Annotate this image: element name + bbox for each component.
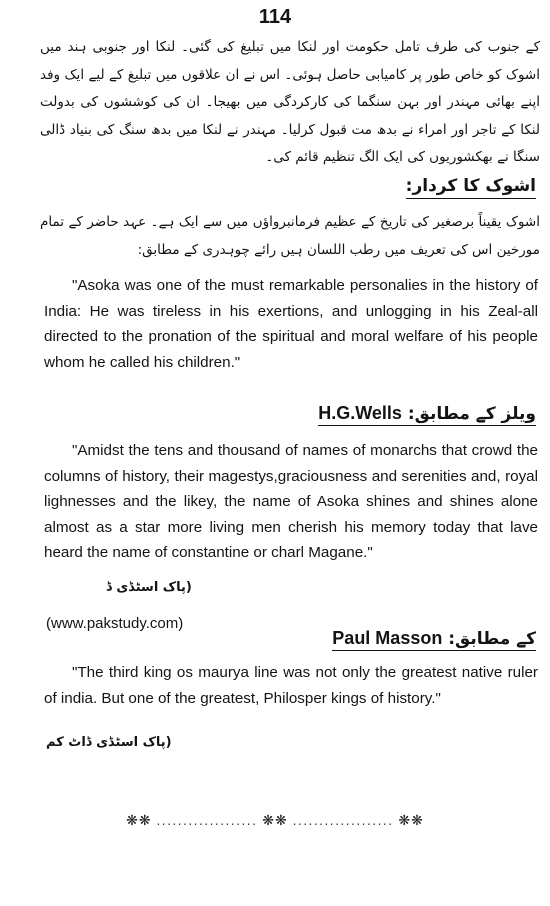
heading-hg-wells <box>318 403 536 426</box>
quote-paul-masson: "The third king os maurya line was not only the greatest native ruler of india. But one of the greatest, Philosper kings of history." <box>44 664 538 707</box>
heading-ashoka-character: اشوک کا کردار: <box>406 176 536 199</box>
urdu-paragraph-2: اشوک یقیناً برصغیر کی تاریخ کے عظیم فرمانبرواؤں میں سے ایک ہے۔ عہد حاضر کے تمام مورخین اس کی تعریف میں رطب اللسان ہیں رائے چوہدری کے مطابق: <box>40 214 540 258</box>
heading-hg-wells-latin: H.G.Wells <box>318 403 402 423</box>
watermark-credit-2: (پاک اسٹڈی ڈاٹ کم <box>46 735 172 750</box>
divider-dots: ................... <box>292 814 394 828</box>
heading-paul-masson-urdu: کے مطابق: <box>448 629 536 649</box>
quote-hg-wells: "Amidst the tens and thousand of names of monarchs that crowd the columns of history, their magestys,graciousness and serenities and, royal lighnesses and the likey, the name of Asoka shines and shines alone almost as a star more living men cherish his memory today that lave heard the name of constantine or charl Magane." <box>44 442 538 561</box>
flower-ornament-icon: ❋❋ <box>126 813 152 829</box>
watermark-credit-1: (پاک اسٹڈی ڈ <box>106 580 192 595</box>
website-link: (www.pakstudy.com) <box>46 615 184 632</box>
flower-ornament-icon: ❋❋ <box>262 813 288 829</box>
ornamental-divider <box>0 813 550 829</box>
page-number: 114 <box>258 6 292 28</box>
heading-paul-masson <box>332 628 536 651</box>
quote-raychaudhuri: "Asoka was one of the must remarkable personalies in the history of India: He was tireless in his exertions, and unlogging in his Zeal-all directed to the pronation of the spiritual and moral welfare of his people whom he called his children." <box>44 277 538 371</box>
flower-ornament-icon: ❋❋ <box>398 813 424 829</box>
heading-hg-wells-urdu: ویلز کے مطابق: <box>407 404 536 424</box>
urdu-paragraph-1: کے جنوب کی طرف تامل حکومت اور لنکا میں تبلیغ کی گئی۔ لنکا اور جنوبی ہند میں اشوک کو خاص طور پر کامیابی حاصل ہوئی۔ اس نے ان علاقوں میں تبلیغ کے لیے ایک وفد اپنے بھائی مہندر اور بہن سنگما کی کارکردگی میں بھیجا۔ ان کی کوششوں کی بدولت لنکا کے تاجر اور امراء نے بدھ مت قبول کرلیا۔ مہندر نے لنکا میں بدھ سنگ کی بنیاد ڈالی سنگا نے بھکشوریوں کی ایک الگ تنظیم قائم کی۔ <box>40 39 540 165</box>
divider-dots: ................... <box>156 814 258 828</box>
heading-paul-masson-latin: Paul Masson <box>332 628 443 648</box>
